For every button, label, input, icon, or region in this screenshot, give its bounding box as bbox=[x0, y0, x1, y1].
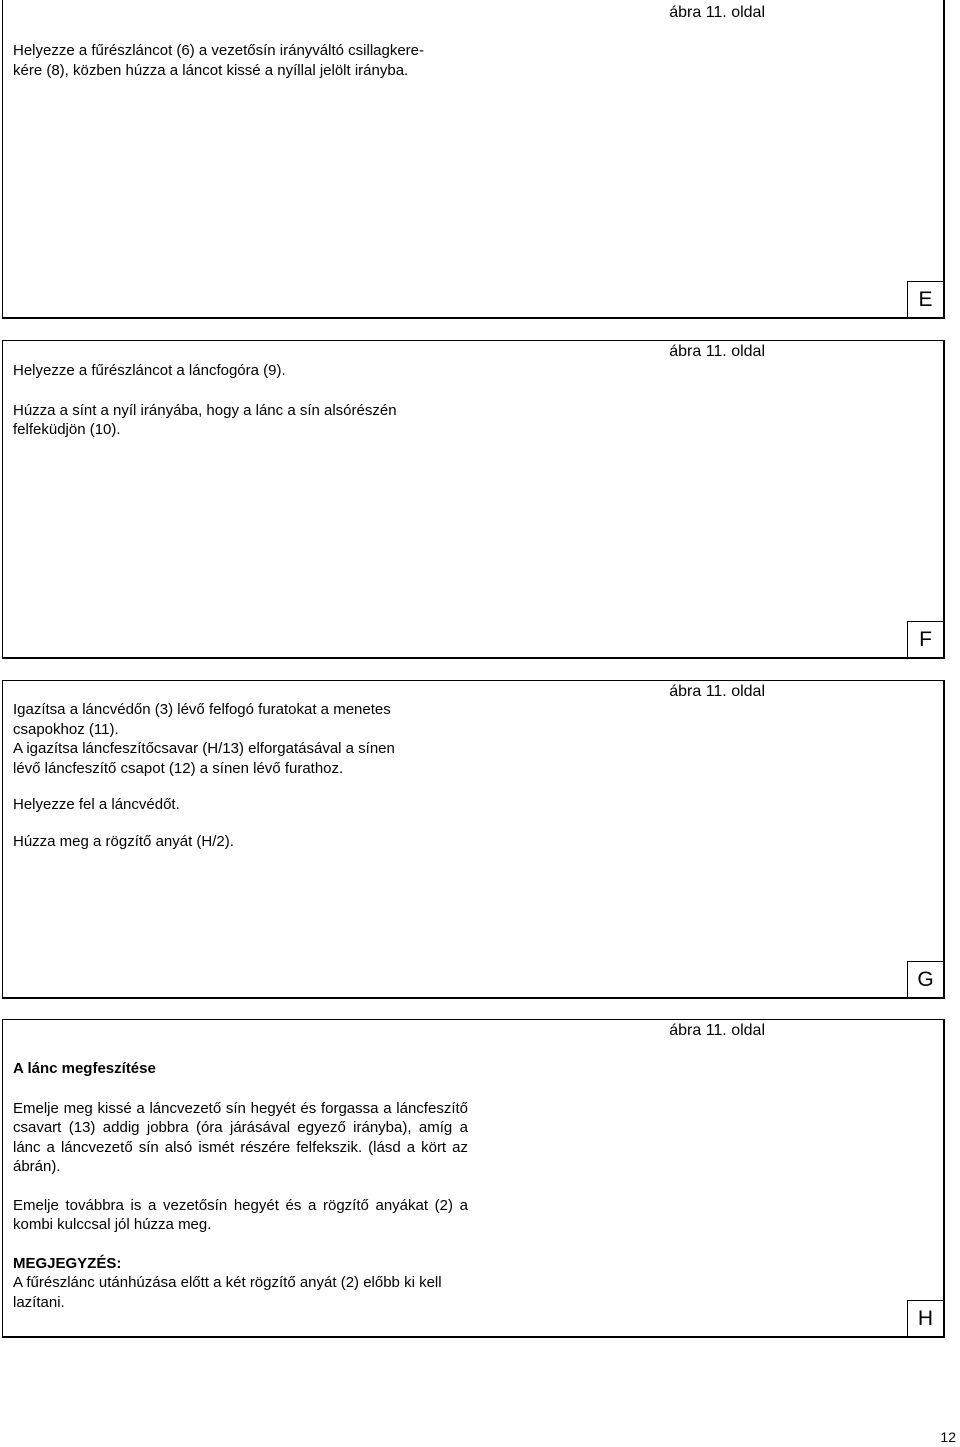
note-label: MEGJEGYZÉS: bbox=[13, 1254, 122, 1272]
figure-reference: ábra 11. oldal bbox=[669, 4, 765, 21]
page-number: 12 bbox=[940, 1429, 956, 1445]
panel-g-text bbox=[13, 700, 395, 851]
paragraph: Emelje továbbra is a vezetősín hegyét és a rögzítő anyákat (2) a kombi kulccsal jól húzza meg. bbox=[13, 1196, 468, 1233]
panel-g bbox=[2, 680, 945, 999]
panel-h bbox=[2, 1019, 945, 1338]
panel-letter: G bbox=[907, 961, 945, 999]
panel-e-text bbox=[13, 41, 424, 80]
text-line: Húzza meg a rögzítő anyát (H/2). bbox=[13, 832, 234, 850]
panel-letter: F bbox=[907, 621, 945, 659]
section-heading: A lánc megfeszítése bbox=[13, 1060, 156, 1077]
panel-e bbox=[2, 0, 945, 319]
text-line: kére (8), közben húzza a láncot kissé a nyíllal jelölt irányba. bbox=[13, 61, 409, 79]
text-line: felfeküdjön (10). bbox=[13, 421, 121, 438]
text-line: Helyezze a fűrészláncot (6) a vezetősín irányváltó csillagkere- bbox=[13, 42, 425, 59]
text-line: A igazítsa láncfeszítőcsavar (H/13) elforgatásával a sínen bbox=[13, 740, 395, 757]
text-line: lévő láncfeszítő csapot (12) a sínen lévő furathoz. bbox=[13, 759, 344, 777]
text-line: Igazítsa a láncvédőn (3) lévő felfogó furatokat a menetes bbox=[13, 701, 391, 718]
panel-letter: E bbox=[907, 281, 945, 319]
panel-f-text bbox=[13, 361, 397, 440]
panel-letter: H bbox=[907, 1300, 945, 1338]
text-line: csapokhoz (11). bbox=[13, 720, 119, 738]
figure-reference: ábra 11. oldal bbox=[669, 1022, 765, 1039]
text-line: Húzza a sínt a nyíl irányába, hogy a lánc a sín alsórészén bbox=[13, 401, 397, 419]
panel-h-text bbox=[13, 1059, 468, 1312]
figure-reference: ábra 11. oldal bbox=[669, 343, 765, 360]
panel-f bbox=[2, 340, 945, 659]
note-text: A fűrészlánc utánhúzása előtt a két rögzítő anyát (2) előbb ki kell lazítani. bbox=[13, 1274, 442, 1311]
paragraph: Emelje meg kissé a láncvezető sín hegyét és forgassa a láncfeszítő csavart (13) addig jobbra (óra járásával egyező irányba), amíg a lánc a láncvezető sín alsó ismét részére felfekszik. (lásd a kört az ábrán). bbox=[13, 1099, 468, 1175]
text-line: Helyezze fel a láncvédőt. bbox=[13, 796, 180, 813]
text-line: Helyezze a fűrészláncot a láncfogóra (9). bbox=[13, 362, 286, 379]
figure-reference: ábra 11. oldal bbox=[669, 683, 765, 700]
